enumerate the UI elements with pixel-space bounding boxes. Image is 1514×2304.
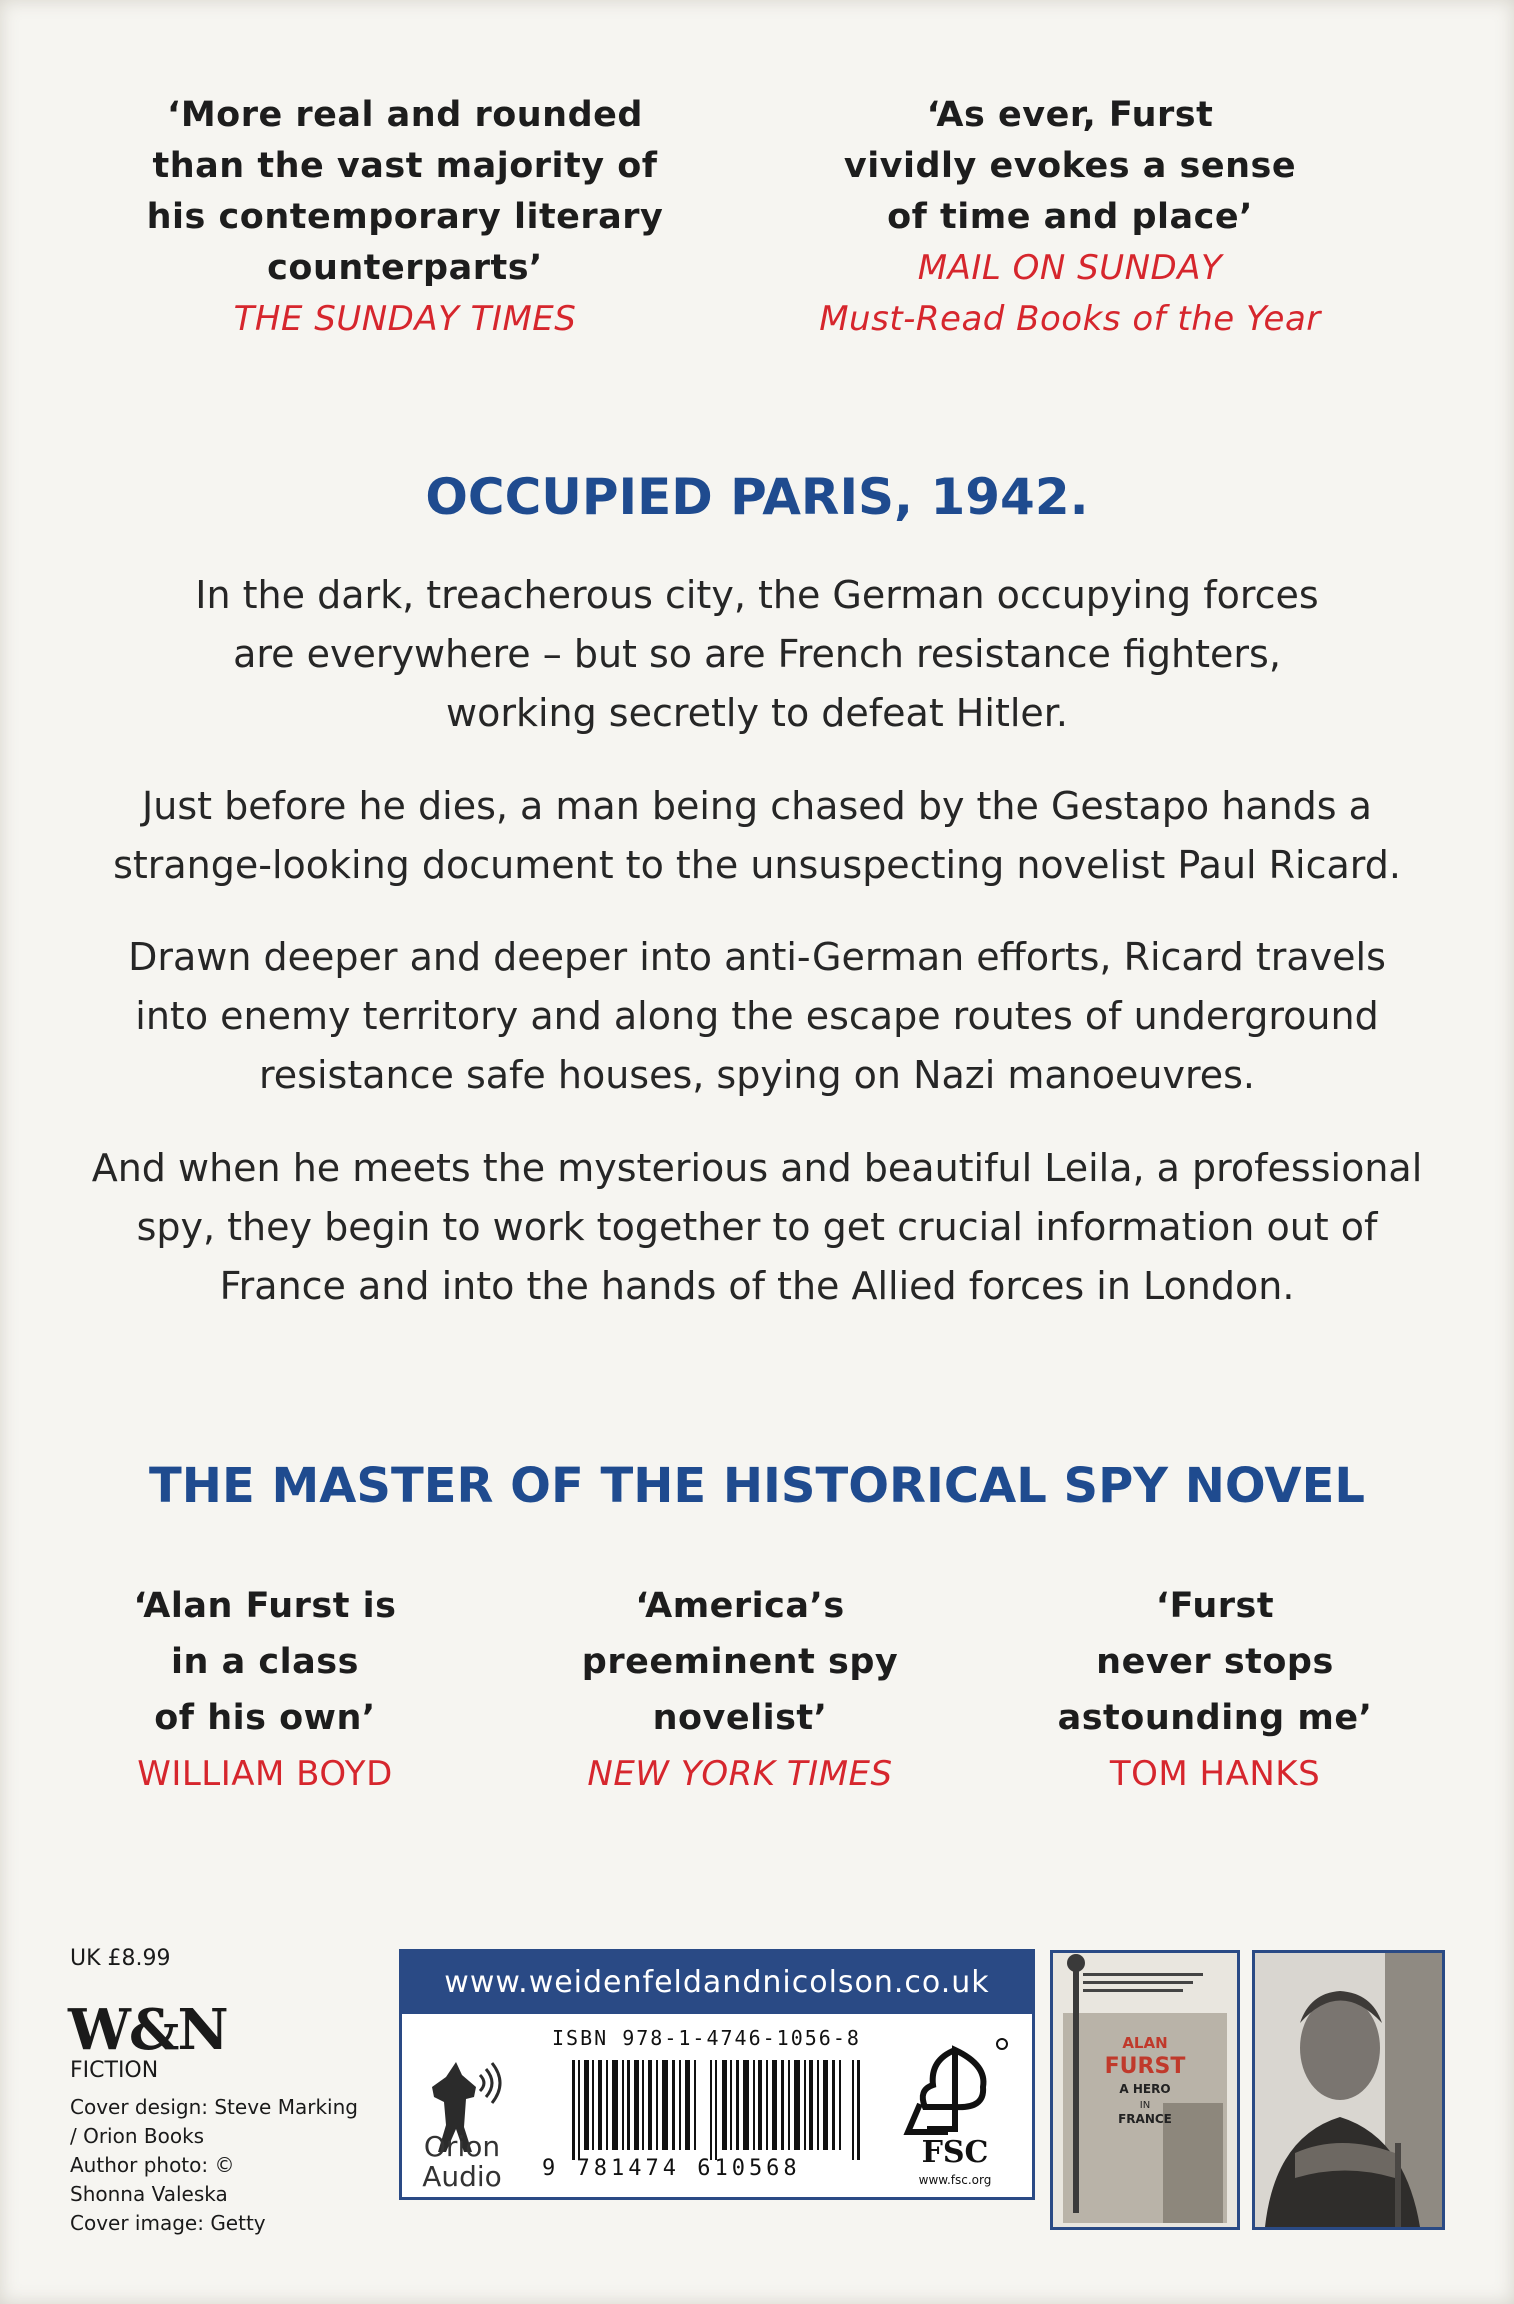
author-photo-image [1255,1953,1442,2227]
quote-mail-on-sunday [800,90,1340,345]
section-heading-occupied-paris: OCCUPIED PARIS, 1942. [425,468,1089,526]
blurb-line: spy, they begin to work together to get crucial information out of [136,1205,1378,1249]
blurb-line: working secretly to defeat Hitler. [446,691,1068,735]
credit-line: Author photo: © [70,2153,235,2177]
credits-block [70,2093,358,2238]
barcode-panel [399,1949,1035,2200]
quote-source: WILLIAM BOYD [137,1754,393,1794]
thumb-author: ALAN [1122,2034,1168,2052]
quote-source-sub: Must-Read Books of the Year [819,299,1321,339]
blurb-line: resistance safe houses, spying on Nazi manoeuvres. [259,1053,1255,1097]
blurb-line: are everywhere – but so are French resistance fighters, [233,632,1281,676]
quote-line: of his own’ [154,1698,376,1738]
book-cover-thumbnail [1050,1950,1240,2230]
quote-line: never stops [1096,1642,1334,1682]
credit-line: / Orion Books [70,2124,205,2148]
quote-line: ‘As ever, Furst [926,95,1214,135]
fsc-tree-icon [900,2032,1010,2192]
quote-line: ‘America’s [635,1586,845,1626]
blurb-paragraph-4 [60,1139,1454,1316]
quote-line: ‘Alan Furst is [133,1586,397,1626]
thumb-author-surname: FURST [1104,2054,1186,2079]
quote-source: TOM HANKS [1109,1754,1321,1794]
credit-line: Cover image: Getty [70,2211,266,2235]
quote-line: than the vast majority of [152,146,658,186]
quote-line: of time and place’ [887,197,1253,237]
credit-line: Cover design: Steve Marking [70,2095,358,2119]
blurb-line: Just before he dies, a man being chased by the Gestapo hands a [142,784,1372,828]
price-label: UK £8.99 [70,1946,171,1971]
quote-line: in a class [171,1642,359,1682]
quote-william-boyd [110,1578,420,1802]
fsc-label: FSC [921,2135,989,2170]
quote-line: ‘More real and rounded [167,95,643,135]
isbn-text: ISBN 978-1-4746-1056-8 [552,2026,861,2050]
section-heading-master: THE MASTER OF THE HISTORICAL SPY NOVEL [149,1458,1365,1514]
blurb-line: And when he meets the mysterious and beautiful Leila, a professional [91,1146,1423,1190]
quote-new-york-times [570,1578,910,1802]
fsc-url: www.fsc.org [918,2173,992,2187]
quote-line: vividly evokes a sense [843,146,1297,186]
quote-source: NEW YORK TIMES [587,1754,893,1794]
credit-line: Shonna Valeska [70,2182,228,2206]
quote-line: astounding me’ [1057,1698,1373,1738]
thumb-title-3: FRANCE [1118,2112,1172,2126]
blurb-line: Drawn deeper and deeper into anti-German efforts, Ricard travels [128,935,1386,979]
quote-line: his contemporary literary [146,197,664,237]
quote-line: preeminent spy [581,1642,899,1682]
blurb-line: into enemy territory and along the escape routes of underground [135,994,1379,1038]
quote-sunday-times [130,90,680,345]
quote-source: MAIL ON SUNDAY [917,248,1223,288]
blurb-paragraph-2 [60,777,1454,895]
barcode-digits: 9 781474 610568 [542,2156,801,2181]
blurb-line: France and into the hands of the Allied forces in London. [219,1264,1295,1308]
thumb-title-2: IN [1139,2100,1151,2111]
orion-audio-label [412,2132,512,2192]
publisher-logo: W&N [68,1997,227,2063]
blurb-paragraph-1 [60,566,1454,743]
blurb-line: In the dark, treacherous city, the German occupying forces [195,573,1319,617]
publisher-url[interactable]: www.weidenfeldandnicolson.co.uk [402,1952,1032,2014]
barcode-icon [572,2060,862,2160]
quote-line: ‘Furst [1155,1586,1275,1626]
quote-source: THE SUNDAY TIMES [233,299,577,339]
quote-line: counterparts’ [267,248,543,288]
quote-tom-hanks [1050,1578,1380,1802]
blurb-line: strange-looking document to the unsuspecting novelist Paul Ricard. [113,843,1401,887]
audio-text: Audio [422,2160,502,2193]
thumb-title: A HERO [1119,2082,1171,2096]
book-cover-image [1053,1953,1237,2227]
category-label: FICTION [70,2058,159,2083]
blurb-paragraph-3 [60,928,1454,1105]
author-photo [1252,1950,1445,2230]
orion-text: Orion [423,2130,501,2163]
quote-line: novelist’ [652,1698,828,1738]
